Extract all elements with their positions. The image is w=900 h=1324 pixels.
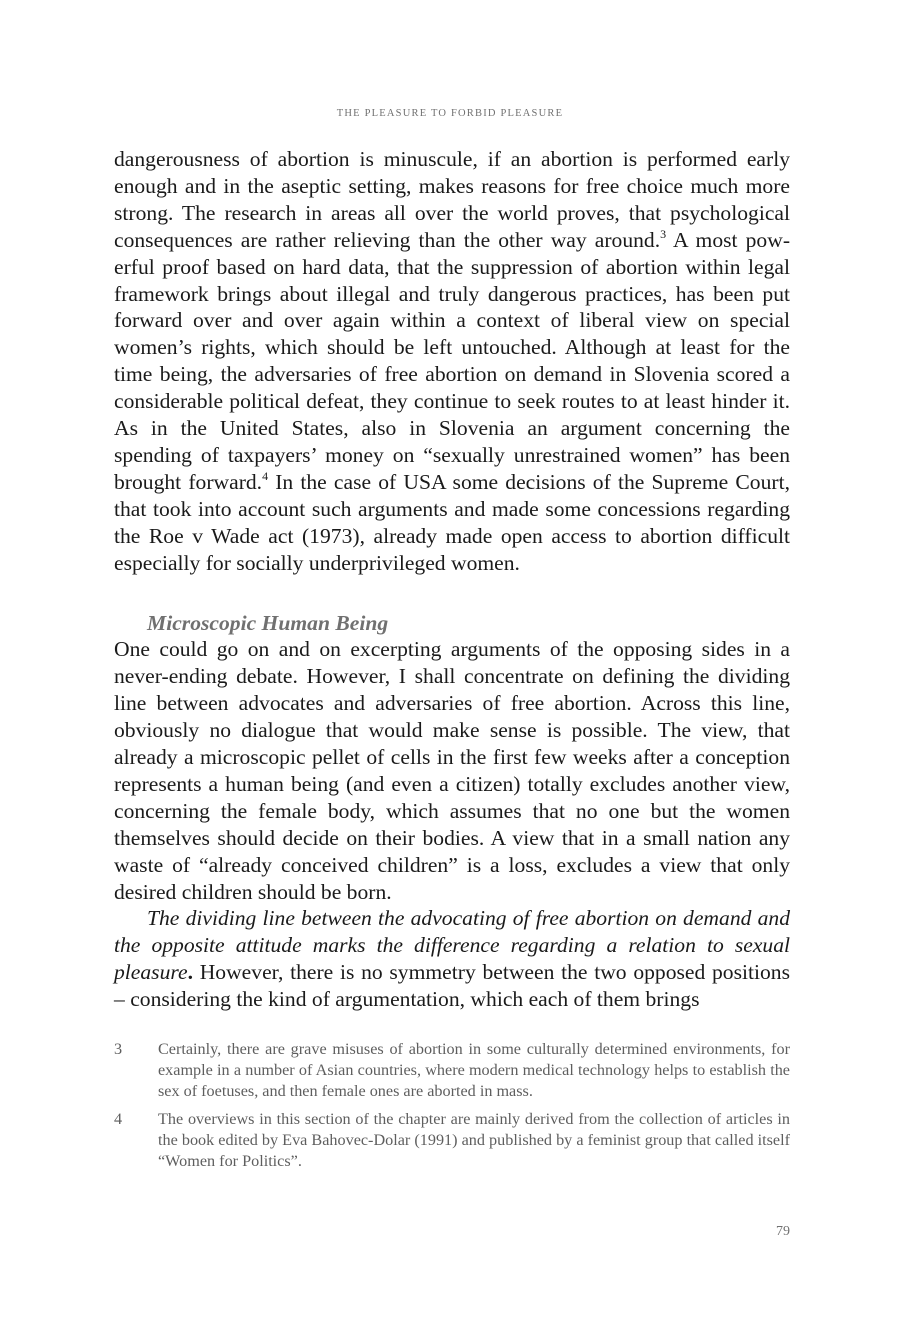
paragraph-text: dangerousness of abortion is minuscule, if an abortion is performed early enough and in the aseptic setting, makes reasons for free choice much more strong. The research in areas all over the world proves, that psychological consequences are rather relieving than the other way around. <box>114 147 790 252</box>
section-heading: Microscopic Human Being <box>147 610 389 635</box>
bold-period: . <box>187 960 193 985</box>
body-paragraph <box>114 905 790 1013</box>
footnote-number: 4 <box>114 1109 123 1128</box>
footnote-text: Certainly, there are grave misuses of abortion in some culturally determined environments, for example in a number of Asian countries, where modern medical technology helps to establish the sex of foetuses, and then female ones are aborted in mass. <box>158 1040 790 1101</box>
body-paragraph: One could go on and on excerpting arguments of the opposing sides in a never-ending debate. However, I shall concentrate on defining the dividing line between advocates and adversaries of free abortion. Across this line, obviously no dialogue that would make sense is possible. The view, that already a microscopic pellet of cells in the first few weeks after a conception represents a human being (and even a citizen) totally excludes another view, concerning the female body, which assumes that no one but the women themselves should decide on their bodies. A view that in a small nation any waste of “already conceived children” is a loss, excludes a view that only desired children should be born. <box>114 637 790 904</box>
footnote-reference[interactable]: 3 <box>660 226 667 241</box>
footnote-text: The overviews in this section of the chapter are mainly derived from the collection of articles in the book edited by Eva Bahovec-Dolar (1991) and published by a feminist group that called itself “Women for Politics”. <box>158 1109 790 1171</box>
page-number: 79 <box>776 1224 790 1239</box>
paragraph-text: However, there is no symmetry between the two opposed positions – considering the kind of argumentation, which each of them brings <box>114 960 790 1012</box>
emphasized-text: The dividing line between the advocating of free abortion on demand and the opposite attitude marks the difference regarding a relation to sexual pleasure <box>114 906 790 985</box>
footnotes <box>114 1039 790 1178</box>
running-head: THE PLEASURE TO FORBID PLEASURE <box>336 108 564 119</box>
paragraph-text: In the case of USA some decisions of the Supreme Court, that took into account such arguments and made some concessions regarding the Roe v Wade act (1973), already made open access to abortion difficult especially for socially underprivileged women. <box>114 469 790 575</box>
footnote <box>114 1039 790 1103</box>
footnote-number: 3 <box>114 1040 123 1058</box>
main-text <box>114 146 790 1013</box>
paragraph-text: A most powerful proof based on hard data, that the suppression of abortion within legal framework brings about illegal and truly dangerous practices, has been put forward over and over again within a context of liberal view on special women’s rights, which should be left untouched. Although at least for the time being, the adversaries of free abortion on demand in Slovenia scored a considerable political defeat, they continue to seek routes to at least hinder it. As in the United States, also in Slovenia an argument concerning the spending of taxpayers’ money on “sexually unrestrained women” has been brought forward. <box>114 227 791 494</box>
footnote-reference[interactable]: 4 <box>262 468 269 483</box>
body-paragraph <box>114 146 790 577</box>
footnote <box>114 1109 790 1173</box>
